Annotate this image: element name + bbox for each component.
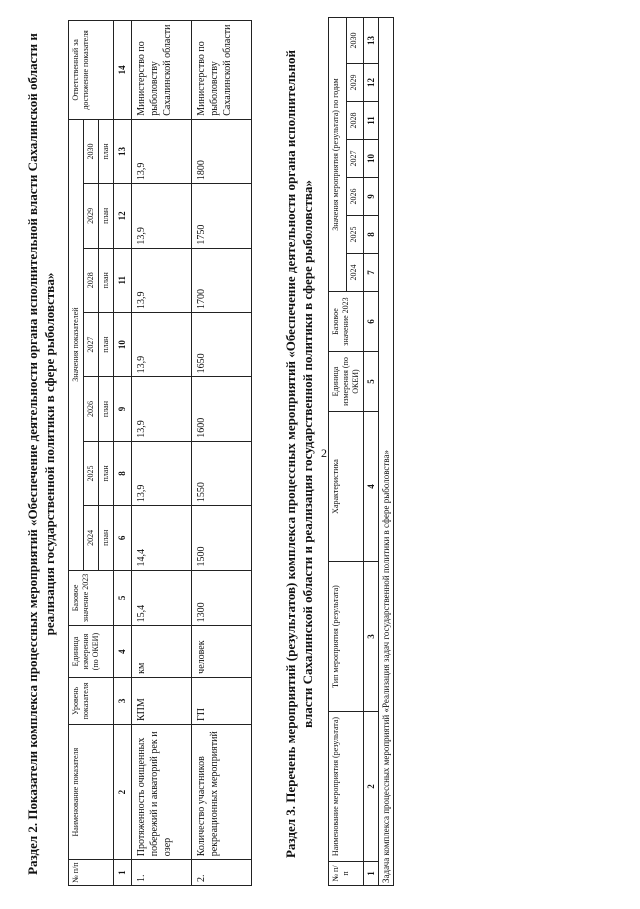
header-values: Значения мероприятия (результата) по годам [329,18,347,292]
row-unit: км [132,626,192,678]
header-year: 2025 [346,216,364,254]
task-row: Задача комплекса процессных мероприятий «Реализация задач государственной политики в сфере рыболовства» [379,18,394,886]
column-number: 10 [364,140,379,178]
header-year: 2029 [84,184,99,248]
header-year: 2027 [84,312,99,376]
row-value: 1800 [192,119,252,183]
column-number: 5 [364,352,379,412]
header-plan: план [99,312,114,376]
header-year: 2025 [84,441,99,505]
section3-table [328,17,394,886]
header-year: 2027 [346,140,364,178]
column-number: 12 [364,64,379,102]
rotated-landscape-content [10,4,630,904]
column-number: 2 [364,712,379,862]
header-plan: план [99,248,114,312]
row-value: 13,9 [132,248,192,312]
column-number: 2 [114,725,132,860]
header-responsible: Ответственный за достижение показателя [69,21,114,120]
header-name: Наименование показателя [69,725,114,860]
column-number: 11 [364,102,379,140]
row-value: 14,4 [132,506,192,570]
header-unit: Единица измерения (по ОКЕИ) [329,352,364,412]
column-number: 10 [114,312,132,376]
column-number: 12 [114,184,132,248]
column-number: 13 [114,119,132,183]
row-value: 1700 [192,248,252,312]
header-base: Базовое значение 2023 [69,570,114,626]
row-name: Количество участников рекреационных мероприятий [192,725,252,860]
column-number: 13 [364,18,379,64]
column-number: 4 [114,626,132,678]
header-type: Тип мероприятия (результата) [329,562,364,712]
header-values: Значения показателей [69,119,84,570]
column-number: 4 [364,412,379,562]
row-value: 1650 [192,312,252,376]
table-row [132,21,192,886]
row-value: 1600 [192,377,252,441]
column-number: 1 [364,862,379,886]
header-year: 2030 [84,119,99,183]
row-responsible: Министерство по рыболовству Сахалинской области [132,21,192,120]
column-number: 11 [114,248,132,312]
header-year: 2024 [84,506,99,570]
section3-title: Раздел 3. Перечень мероприятий (результатов) комплекса процессных мероприятий «Обеспечение деятельности органа исполнительной власти Сахалинской области и реализация государственной политики в сфере рыболовства» [283,49,315,859]
header-year: 2030 [346,18,364,64]
column-number: 5 [114,570,132,626]
header-year: 2026 [84,377,99,441]
header-year: 2029 [346,64,364,102]
column-number: 9 [364,178,379,216]
row-value: 1550 [192,441,252,505]
row-level: КПМ [132,677,192,724]
section2-title: Раздел 2. Показатели комплекса процессных мероприятий «Обеспечение деятельности органа исполнительной власти Сахалинской области и реализация государственной политики в сфере рыболовства» [25,33,57,875]
header-year: 2026 [346,178,364,216]
header-unit: Единица измерения (по ОКЕИ) [69,626,114,678]
row-value: 13,9 [132,119,192,183]
header-level: Уровень показателя [69,677,114,724]
header-year: 2028 [84,248,99,312]
row-value: 1750 [192,184,252,248]
row-responsible: Министерство по рыболовству Сахалинской области [192,21,252,120]
row-value: 13,9 [132,184,192,248]
header-base: Базовое значение 2023 [329,292,364,352]
section2-table [68,20,252,886]
header-name: Наименование мероприятия (результата) [329,712,364,862]
column-number: 3 [364,562,379,712]
column-number: 7 [364,254,379,292]
row-num: 2. [192,860,252,886]
column-number: 1 [114,860,132,886]
header-plan: план [99,377,114,441]
column-number: 8 [114,441,132,505]
column-number: 6 [114,506,132,570]
row-value: 1500 [192,506,252,570]
column-number: 3 [114,677,132,724]
row-value: 13,9 [132,441,192,505]
column-number: 6 [364,292,379,352]
header-year: 2028 [346,102,364,140]
column-number: 14 [114,21,132,120]
header-num: № п/п [69,860,114,886]
row-unit: человек [192,626,252,678]
row-value: 13,9 [132,377,192,441]
row-num: 1. [132,860,192,886]
row-base: 15,4 [132,570,192,626]
table-row [192,21,252,886]
row-name: Протяженность очищенных побережий и акваторий рек и озер [132,725,192,860]
row-value: 13,9 [132,312,192,376]
row-level: ГП [192,677,252,724]
header-year: 2024 [346,254,364,292]
header-plan: план [99,506,114,570]
header-plan: план [99,184,114,248]
row-base: 1300 [192,570,252,626]
header-plan: план [99,119,114,183]
column-number: 9 [114,377,132,441]
header-plan: план [99,441,114,505]
header-characteristic: Характеристика [329,412,364,562]
page-number: 2 [321,446,327,460]
header-num: № п/п [329,862,364,886]
column-number: 8 [364,216,379,254]
